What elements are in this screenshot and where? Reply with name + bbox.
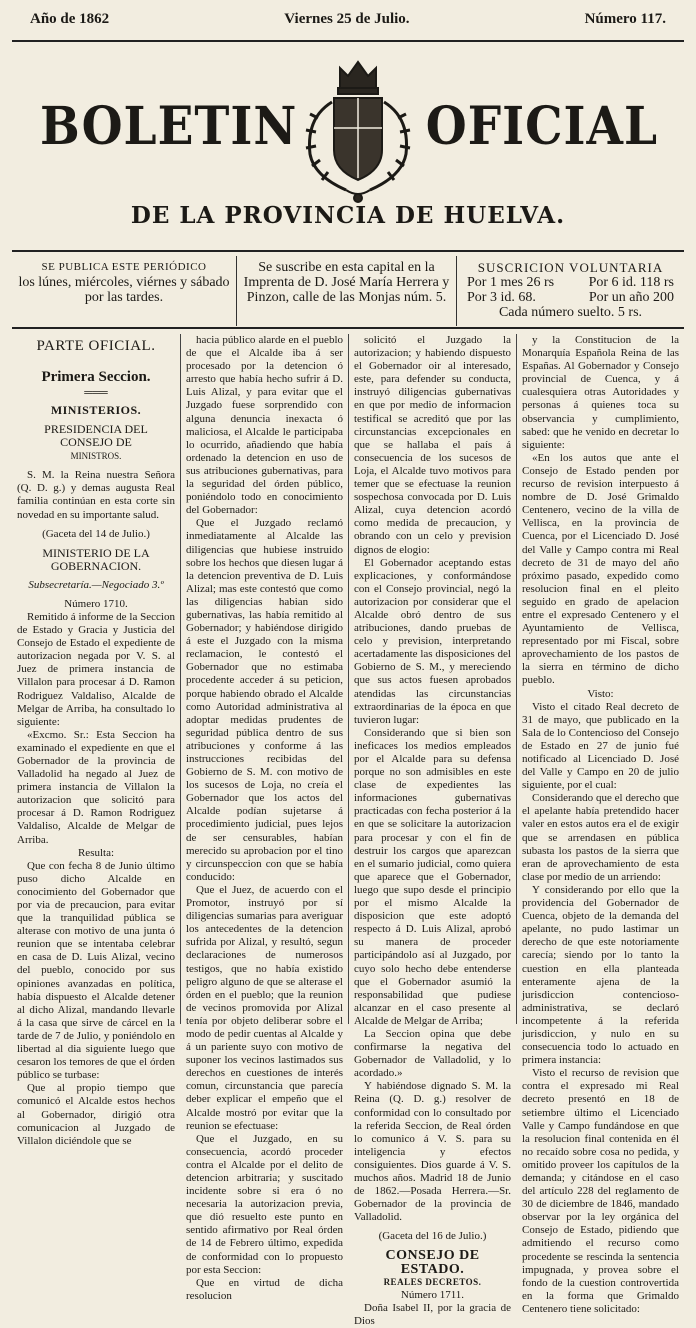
article-paragraph: S. M. la Reina nuestra Señora (Q. D. g.) y demas augusta Real familia continúan en esta corte sin novedad en su importante salud.: [17, 469, 175, 521]
section-heading: PARTE OFICIAL.: [36, 338, 156, 354]
ministry-heading: MINISTERIO DE LA GOBERNACION.: [42, 545, 150, 573]
article-paragraph: Que con fecha 8 de Junio último puso dicho Alcalde en conocimiento del Gobernador que por via de precaucion, para evitar que la tranquilidad pública se alterase con motivo de una junta ó reunion que se intentaba celebrar en casa de D. Luis Alizal, vecino del pueblo, conocido por sus opiniones avanzadas en política, había dispuesto el Alcalde detener al dicho Alizal, mandando llevarle á la casa que sirve de cárcel en la tarde de 7 de Julio, y poniéndolo en libertad al dia siguiente luego que cesaron los temores de que el órden público se turbase:: [17, 859, 175, 1082]
document-number: Número 1710.: [64, 597, 128, 610]
info-bar: [12, 256, 684, 326]
council-heading: CONSEJO DE ESTADO.: [385, 1248, 480, 1277]
subscription-prices: SUSCRICION VOLUNTARIA Por 1 mes 26 rs Por 6 id. 118 rs Por 3 id. 68. Por un año 200 Cada número suelto. 5 rs.: [467, 260, 674, 320]
gazette-reference: (Gaceta del 14 de Julio.): [42, 527, 150, 540]
visto-label: Visto:: [587, 687, 614, 700]
document-number: Número 1711.: [400, 1288, 465, 1301]
info-rule: [12, 327, 684, 329]
article-paragraph: La Seccion opina que debe confirmarse la negativa del Gobernador de Valladolid, y lo acordado.»: [354, 1027, 511, 1080]
column-2: [180, 334, 348, 1302]
article-columns: [12, 334, 684, 1327]
column-3: [348, 334, 516, 1327]
article-paragraph: Considerando que el derecho que el apelante había pretendido hacer valer en estos autos era el de exigir que se arrendasen en pública subasta los pastos de la sierra que eran de aprovechamiento de esta clase por medio de un arriendo:: [522, 792, 679, 883]
article-paragraph: Doña Isabel II, por la gracia de Dios: [354, 1301, 511, 1327]
article-paragraph: Y habiéndose dignado S. M. la Reina (Q. D. g.) resolver de conformidad con lo consultado por la referida Seccion, de Real órden lo comunico á V. S. para su inteligencia y efectos consiguientes. Dios guarde á V. S. muchos años. Madrid 18 de Junio de 1862.—Posada Herrera.—Sr. Gobernador de la provincia de Valladolid.: [354, 1080, 511, 1224]
masthead-word-right: OFICIAL: [425, 96, 658, 158]
header-line: [30, 8, 666, 30]
article-paragraph: solicitó el Juzgado la autorizacion; y habiendo dispuesto el Gobernador oir al interesado, este, para defender su conducta, instruyó diligencias gubernativas en que por medio de informacion testifical se acreditó que por las circunstancias excepcionales en que se hallaba el país á consecuencia de los sucesos de Loja, el Alcalde tuvo motivos para temer que se efectuase la reunion sospechosa convocada por D. Luis Alizal, cuya detencion acordó como medida de precaucion, y obrando con un celo y prevision dignos de elogio:: [354, 334, 511, 556]
article-paragraph: Que el Juez, de acuerdo con el Promotor, instruyó por sí diligencias sumarias para averiguar los antecedentes de la detencion sufrida por Alizal, y resultó, segun declaraciones de numerosos testigos, que no había existido peligro alguno de que se alterase el órden en el pueblo; que la reunion de vecinos promovida por Alizal tenía por objeto deliberar sobre el modo de pedir cuentas al Alcalde y á un pariente suyo con motivo de suponer los vecinos lastimados sus derechos en cuestiones de interés comun, circunstancia que parecía deber explicar el empeño que el Alcalde mostró por evitar que la reunion se efectuase:: [186, 883, 343, 1132]
article-paragraph: hacia público alarde en el pueblo de que el Alcalde iba á ser procesado por la detencion ó arresto que había hecho sufrir á D. Luis Alizal, y para evitar que el Juzgado fuese sorprendido con alguna denuncia inexacta ó maliciosa, el Alcalde le participaba lo ocurrido, añadiendo que había ordenado la detencion en uso de sus atribuciones gubernativas, para la seguridad del órden público, poniéndolo todo en conocimiento del Gobernador:: [186, 334, 343, 517]
decrees-heading: REALES DECRETOS.: [383, 1276, 482, 1287]
subsecretaria-label: Subsecretaría.—Negociado 3.º: [28, 578, 164, 591]
ministries-heading: MINISTERIOS.: [50, 403, 142, 418]
masthead-word-left: BOLETIN: [40, 96, 298, 158]
article-paragraph: Y considerando por ello que la providencia del Gobernador de Cuenca, objeto de la demanda del apelante, no pudo lastimar un derecho de que este notoriamente carecía; siendo por lo tanto la cuestion en ella planteada enteramente ajena de la jurisdiccion contencioso-administrativa, se declaró incompetente á la referida jurisdiccion, y nulo en su consecuencia todo lo actuado en primera instancia:: [522, 883, 679, 1067]
masthead-rule: [12, 250, 684, 252]
article-paragraph: Que en virtud de dicha resolucion: [186, 1276, 343, 1302]
publication-schedule: SE PUBLICA ESTE PERIÓDICO los lúnes, miércoles, viérnes y sábado por las tardes.: [12, 256, 237, 326]
article-paragraph: Que el Juzgado reclamó inmediatamente al Alcalde las diligencias que hubiese instruido sobre los hechos que diesen lugar á la detencion preventiva de D. Luis Alizal; mas este contestó que como las diligencias habian sido gubernativas, las había remitido al Gobernador; y habiéndose dirigido á este el Juzgado con la misma reclamacion, le contestó el Gobernador que no estimaba procedente acceder á su peticion, porque habiendo obrado el Alcalde como Autoridad administrativa al adoptar medidas prudentes de seguridad pública dentro de sus atribuciones y conforme á las instrucciones recibidas del Gobierno de S. M. con motivo de los sucesos de Loja, no creía el Gobernador que los actos del Alcalde podían sujetarse á procedimiento judicial, pues lejos de ser censurables, habían merecido su aprobacion por el tino y circunspeccion con que se había conducido:: [186, 517, 343, 883]
column-1: PARTE OFICIAL. Primera Seccion. ═══ MINISTERIOS. PRESIDENCIA DEL CONSEJO DE MINISTROS. S. M. la Reina nuestra Señora (Q. D. g.) y demas augusta Real familia continúan en esta corte sin novedad en su importante salud. (Gaceta del 14 de Julio.) MINISTERIO DE LA GOBERNACION. Subsecretaría.—Negociado 3.º Número 1710. Remitido á informe de la Seccion de Estado y Gracia y Justicia del Consejo de Estado el expediente de autorizacion negada por V. S. al Juez de primera instancia de Villalon para procesar á D. Ramon Rodriguez Valdaliso, Alcalde de Melgar de Arriba, ha consultado lo siguiente: «Excmo. Sr.: Esta Seccion ha examinado el expediente en que el Gobernador de la provincia de Valladolid ha negado al Juez de primera instancia de Villalon la autorizacion que solicitó para procesar á D. Ramon Rodriguez Valdaliso, Alcalde de Melgar de Arriba. Resulta: Que con fecha 8 de Junio último puso dicho Alcalde en conocimiento del Gobernador que por via de precaucion, para evitar que la tranquilidad pública se alterase con motivo de una junta ó reunion que se intentaba celebrar en casa de D. Luis Alizal, vecino del pueblo, conocido por sus opiniones avanzadas en política, había dispuesto el Alcalde detener al dicho Alizal, mandando llevarle á la casa que sirve de cárcel en la tarde de 7 de Julio, y poniéndolo en libertad al dia siguiente luego que cesaron los temores de que el órden público se turbase: Que al propio tiempo que comunicó el Alcalde estos hechos al Gobernador, dirigió otra comunicacion al Juzgado de Villalon diciéndole que se: [17, 338, 175, 1147]
article-paragraph: Que el Juzgado, en su consecuencia, acordó proceder contra el Alcalde por el delito de detencion arbitraria; y suscitado incidente sobre si era ó no necesaria la autorizacion previa, que dió resuelto este punto en sentido afirmativo por Real órden de 14 de Febrero último, expedida de conformidad con lo propuesto por esta Seccion:: [186, 1132, 343, 1276]
column-4: [516, 334, 684, 1315]
article-paragraph: El Gobernador aceptando estas explicaciones, y conformándose con el Consejo provincial, negó la autorizacion por considerar que el Alcalde obró dentro de sus atribuciones, dando pruebas de celo y prevision, interpretando acertadamente las disposiciones del Gobierno de S. M., y mereciendo que sus actos fuesen aprobados atendidas las circunstancias extraordinarias de la época en que tuvieron lugar:: [354, 556, 511, 726]
resulta-label: Resulta:: [77, 846, 115, 859]
province-title: DE LA PROVINCIA DE HUELVA.: [130, 202, 566, 229]
issue-year: Año de 1862: [30, 10, 110, 27]
issue-date: Viernes 25 de Julio.: [284, 10, 410, 27]
article-paragraph: Visto el recurso de revision que contra el expresado mi Real decreto presentó en 18 de setiembre último el Licenciado Valle y Campo fundándose en que la resolucion final contenida en él no recaído sobre cosa no pedida, y omitido proveer los capítulos de la demanda; y citándose en el caso del artículo 228 del reglamento de 30 de diciembre de 1846, mandado observar por la ley orgánica del Consejo de Estado, pidiendo que admitiendo el recurso como procedente se rescinda la sentencia impugnada, y provea sobre el fondo de la cuestion controvertida en la forma que Grimaldo Centenero tiene solicitado:: [522, 1067, 679, 1315]
article-paragraph: Considerando que si bien son ineficaces los medios empleados por el Alcalde para su defensa porque no son admisibles en este clase de expedientes las informaciones gubernativas practicadas con fecha posterior á la en que se solicitare la autorizacion para procesar y con el fin de destruir los cargos que aparezcan en el sumario judicial, como quiera que aparece que el Gobernador, luego que supo desde el principio por el mismo Alcalde la disposicion que este adoptó respecto á D. Luis Alizal, aprobó su manera de proceder participándolo así al Juzgado, por cuyo solo hecho debe entenderse que el Gobernador asumió la responsabilidad que pudiese alcanzar en el caso presente al Alcalde de Melgar de Arriba;: [354, 726, 511, 1027]
article-paragraph: Que al propio tiempo que comunicó el Alcalde estos hechos al Gobernador, dirigió otra comunicacion al Juzgado de Villalon diciéndole que se: [17, 1082, 175, 1147]
subscription-place: Se suscribe en esta capital en la Imprenta de D. José María Herrera y Pinzon, calle de las Monjas núm. 5.: [237, 256, 457, 326]
top-rule: [12, 40, 684, 42]
masthead: [12, 58, 684, 208]
article-paragraph: «En los autos que ante el Consejo de Estado penden por recurso de revision interpuesto á nombre de D. José Grimaldo Centenero, vecino de la villa de Vellisca, en la provincia de Cuenca, por el Licenciado D. José del Valle y Campo contra mi Real decreto de 31 de mayo del año próximo pasado, expedido como resolucion final en el pleito seguido en grado de apelacion entre el expresado Centenero y el Ayuntamiento de Vellisca, representado por mi Fiscal, sobre aprovechamiento de los pastos de la sierra en término de dicho pueblo.: [522, 451, 679, 687]
gazette-reference: (Gaceta del 16 de Julio.): [378, 1230, 487, 1243]
coat-of-arms-crest-icon: [288, 58, 428, 208]
article-paragraph: «Excmo. Sr.: Esta Seccion ha examinado el expediente en que el Gobernador de la provincia de Valladolid ha negado al Juez de primera instancia de Villalon la autorizacion que solicitó para procesar á D. Ramon Rodriguez Valdaliso, Alcalde de Melgar de Arriba.: [17, 728, 175, 846]
presidency-heading: PRESIDENCIA DEL CONSEJO DE MINISTROS.: [44, 422, 148, 462]
article-paragraph: Visto el citado Real decreto de 31 de mayo, que publicado en la Sala de lo Contencioso del Consejo de Estado en 27 de junio fué notificado al Licenciado D. José del Valle y Campo en 20 de julio siguiente, por el cual:: [522, 700, 679, 792]
article-paragraph: Remitido á informe de la Seccion de Estado y Gracia y Justicia del Consejo de Estado el expediente de autorizacion negada por V. S. al Juez de primera instancia de Villalon para procesar á D. Ramon Rodriguez Valdaliso, Alcalde de Melgar de Arriba, ha consultado lo siguiente:: [17, 610, 175, 728]
issue-number: Número 117.: [584, 10, 666, 27]
article-paragraph: y la Constitucion de la Monarquía Española Reina de las Españas. Al Gobernador y Consejo provincial de Cuenca, y á cualesquiera otras Autoridades y personas á quienes toca su observancia y cumplimiento, sabed: que he venido en decretar lo siguiente:: [522, 334, 679, 451]
subsection-heading: Primera Seccion.: [41, 369, 151, 386]
